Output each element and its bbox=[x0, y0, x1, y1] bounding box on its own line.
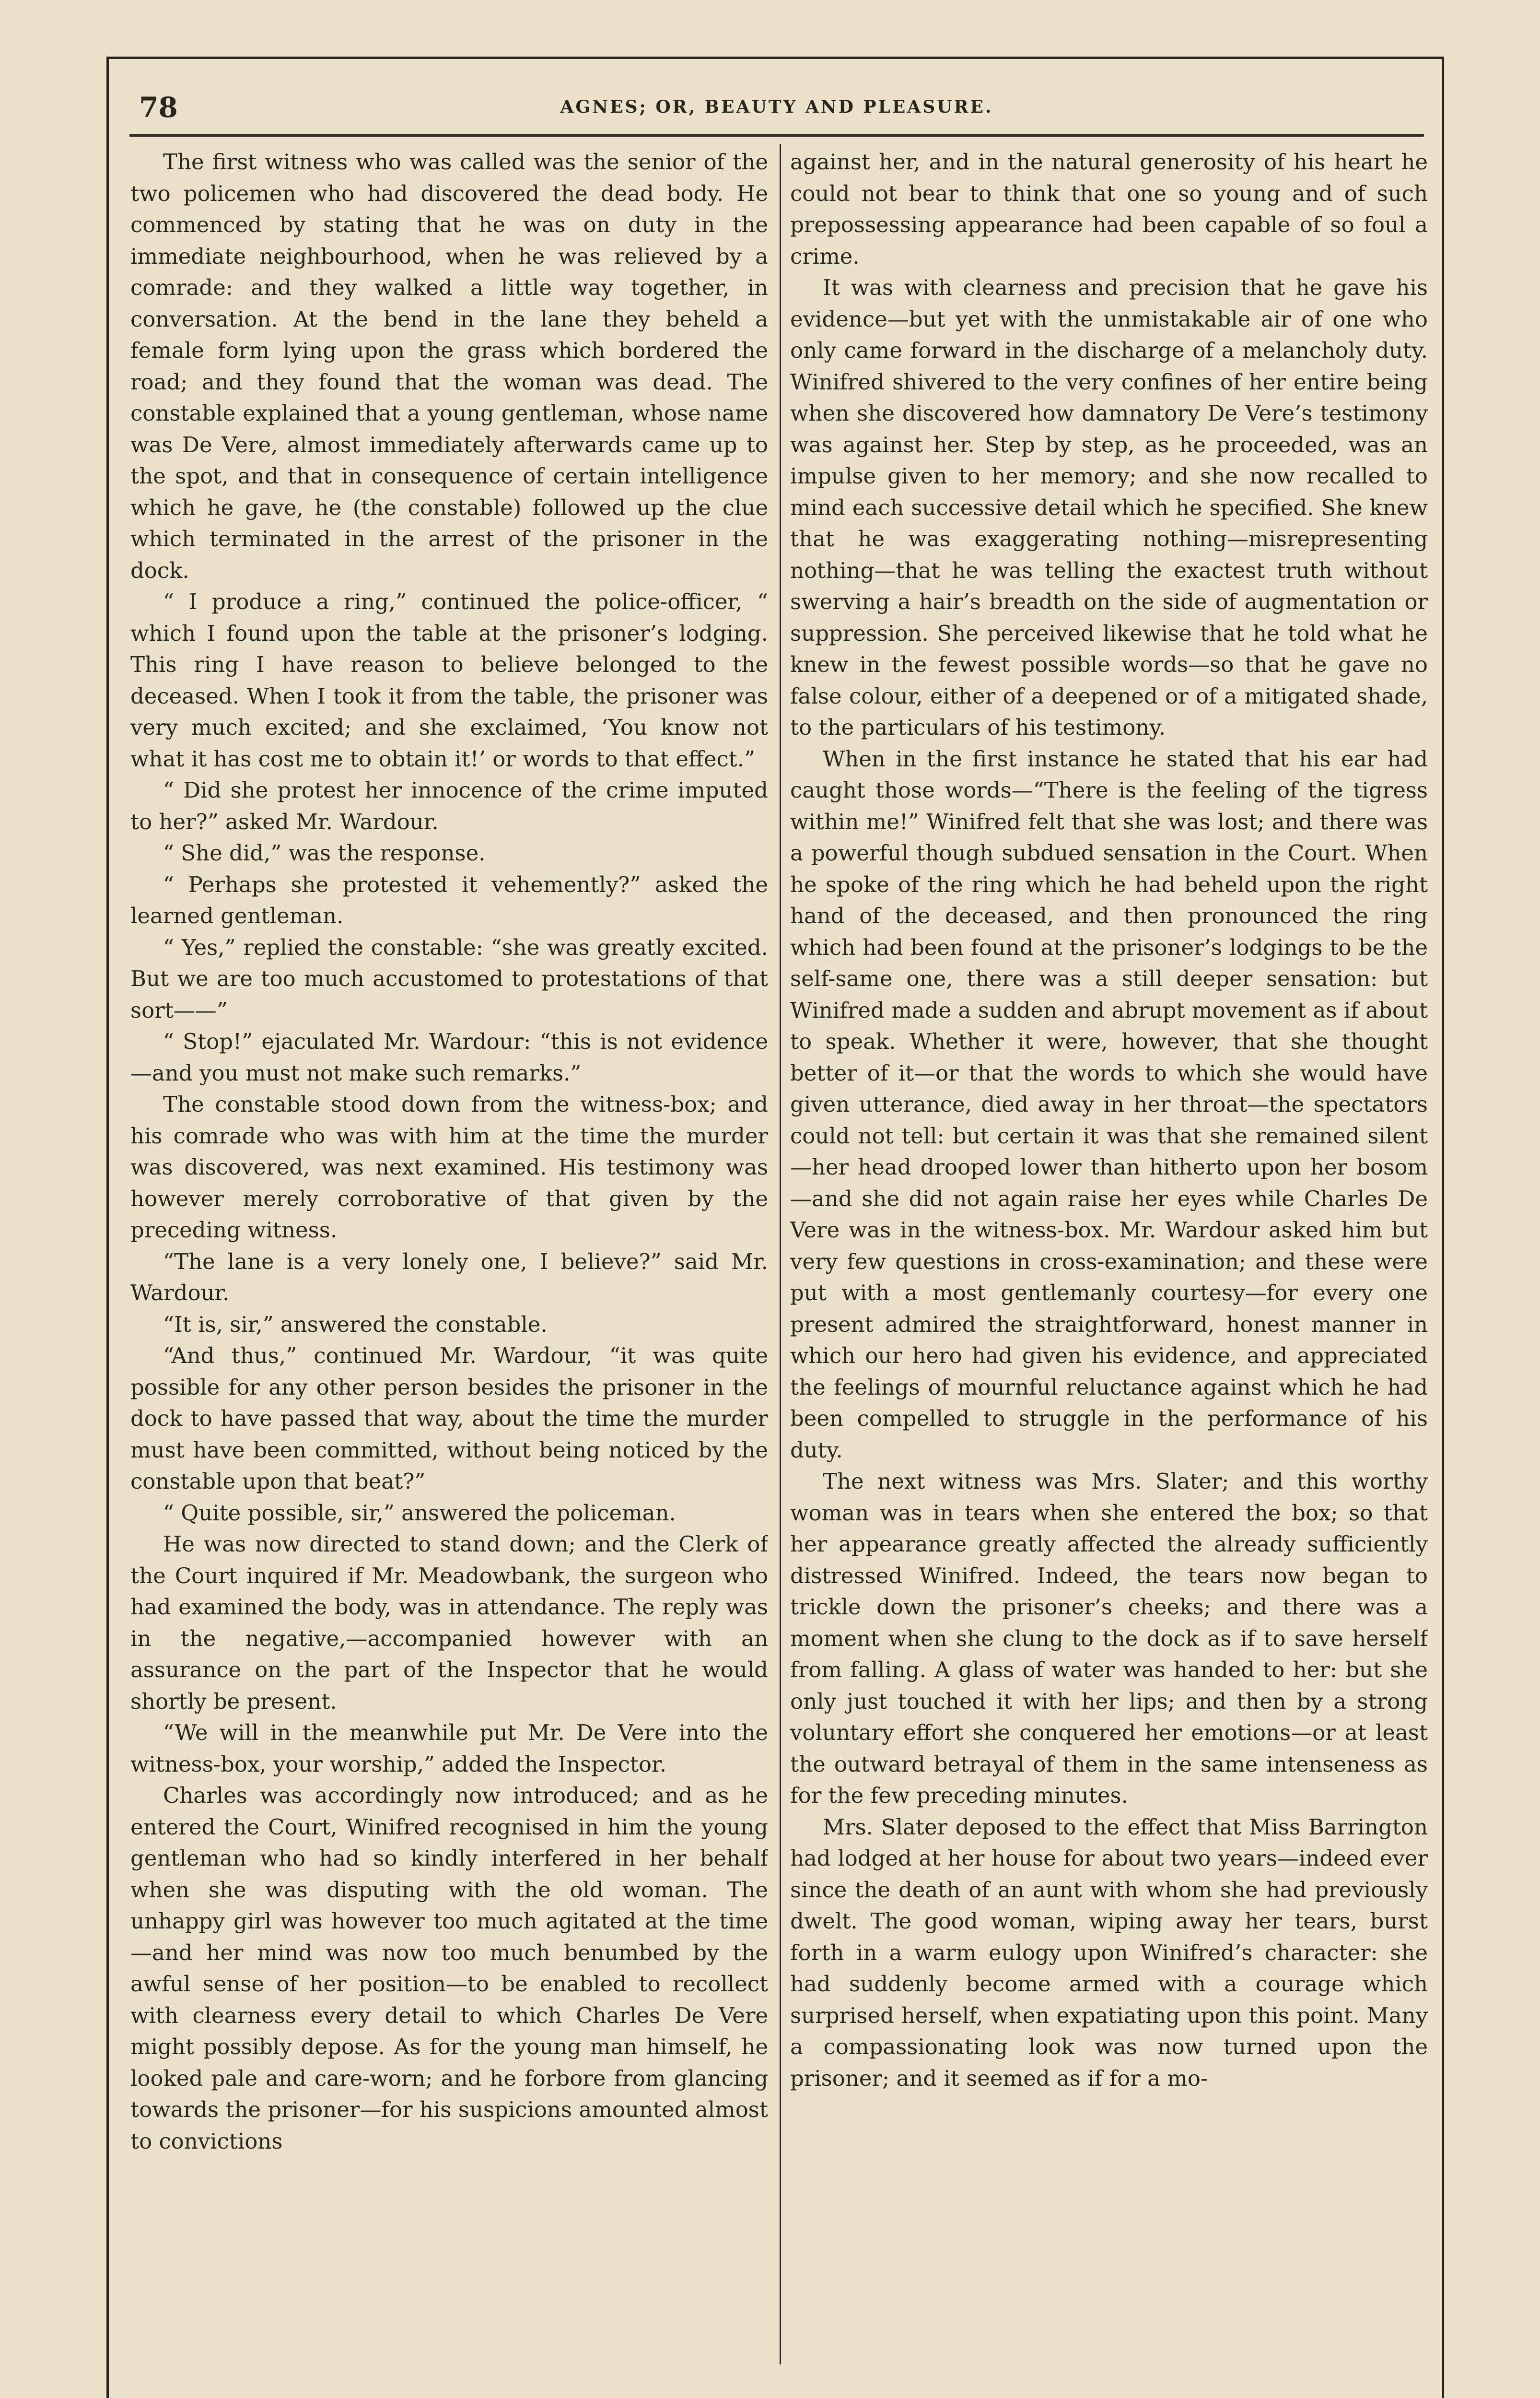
paragraph: When in the first instance he stated that his ear had caught those words—“There is the feeling of the tigress within me!” Winifred felt that she was lost; and there was a powerful though subdued sensation in the Court. When he spoke of the ring which he had beheld upon the right hand of the deceased, and then pronounced the ring which had been found at the prisoner’s lodgings to be the self-same one, there was a still deeper sensation: but Winifred made a sudden and abrupt movement as if about to speak. Whether it were, however, that she thought better of it—or that the words to which she would have given utterance, died away in her throat—the spectators could not tell: but certain it was that she remained silent—her head drooped lower than hitherto upon her bosom—and she did not again raise her eyes while Charles De Vere was in the witness-box. Mr. Wardour asked him but very few questions in cross-examination; and these were put with a most gentlemanly courtesy—for every one present admired the straightforward, honest manner in which our hero had given his evidence, and appreciated the feelings of mournful reluctance against which he had been compelled to struggle in the performance of his duty. bbox=[790, 746, 1428, 1463]
paragraph: “ Quite possible, sir,” answered the policeman. bbox=[163, 1500, 676, 1526]
paragraph: The constable stood down from the witness-box; and his comrade who was with him at the time the murder was discovered, was next examined. His testimony was however merely corroborative of that given by the preceding witness. bbox=[130, 1092, 768, 1243]
paragraph: The first witness who was called was the senior of the two policemen who had discovered the dead body. He commenced by stating that he was on duty in the immediate neighbourhood, when he was relieved by a comrade: and they walked a little way together, in conversation. At the bend in the lane they beheld a female form lying upon the grass which bordered the road; and they found that the woman was dead. The constable explained that a young gentleman, whose name was De Vere, almost immediately afterwards came up to the spot, and that in consequence of certain intelligence which he gave, he (the constable) followed up the clue which terminated in the arrest of the prisoner in the dock. bbox=[130, 149, 768, 583]
paragraph: “And thus,” continued Mr. Wardour, “it was quite possible for any other person besides the prisoner in the dock to have passed that way, about the time the murder must have been committed, without being noticed by the constable upon that beat?” bbox=[130, 1343, 768, 1494]
header-rule bbox=[129, 134, 1424, 137]
paragraph: “ Stop!” ejaculated Mr. Wardour: “this is not evidence—and you must not make such remarks.” bbox=[130, 1029, 768, 1086]
paragraph: Mrs. Slater deposed to the effect that Miss Barrington had lodged at her house for about two years—indeed ever since the death of an aunt with whom she had previously dwelt. The good woman, wiping away her tears, burst forth in a warm eulogy upon Winifred’s character: she had suddenly become armed with a courage which surprised herself, when expatiating upon this point. Many a compassionating look was now turned upon the prisoner; and it seemed as if for a mo- bbox=[790, 1814, 1428, 2091]
page-header bbox=[139, 91, 1414, 134]
paragraph: Charles was accordingly now introduced; and as he entered the Court, Winifred recognised in him the young gentleman who had so kindly interfered in her behalf when she was disputing with the old woman. The unhappy girl was however too much agitated at the time—and her mind was now too much benumbed by the awful sense of her position—to be enabled to recollect with clearness every detail to which Charles De Vere might possibly depose. As for the young man himself, he looked pale and care-worn; and he forbore from glancing towards the prisoner—for his suspicions amounted almost to convictions bbox=[130, 1783, 768, 2154]
page-number: 78 bbox=[139, 91, 178, 124]
paragraph: “We will in the meanwhile put Mr. De Vere into the witness-box, your worship,” added the Inspector. bbox=[130, 1720, 768, 1777]
running-title: AGNES; OR, BEAUTY AND PLEASURE. bbox=[560, 97, 993, 117]
paragraph: against her, and in the natural generosity of his heart he could not bear to think that one so young and of such prepossessing appearance had been capable of so foul a crime. bbox=[790, 149, 1428, 269]
paragraph: The next witness was Mrs. Slater; and this worthy woman was in tears when she entered the box; so that her appearance greatly affected the already sufficiently distressed Winifred. Indeed, the tears now began to trickle down the prisoner’s cheeks; and there was a moment when she clung to the dock as if to save herself from falling. A glass of water was handed to her: but she only just touched it with her lips; and then by a strong voluntary effort she conquered her emotions—or at least the outward betrayal of them in the same intenseness as for the few preceding minutes. bbox=[790, 1469, 1428, 1808]
paragraph: “ Did she protest her innocence of the crime imputed to her?” asked Mr. Wardour. bbox=[130, 777, 768, 835]
paragraph: “It is, sir,” answered the constable. bbox=[163, 1311, 548, 1337]
column-divider bbox=[780, 144, 781, 2364]
paragraph: “ She did,” was the response. bbox=[163, 840, 486, 866]
right-column bbox=[790, 146, 1428, 2362]
paragraph: “ Perhaps she protested it vehemently?” asked the learned gentleman. bbox=[130, 871, 768, 929]
paragraph: “The lane is a very lonely one, I believe?” said Mr. Wardour. bbox=[130, 1248, 768, 1305]
paragraph: It was with clearness and precision that he gave his evidence—but yet with the unmistakable air of one who only came forward in the discharge of a melancholy duty. Winifred shivered to the very confines of her entire being when she discovered how damnatory De Vere’s testimony was against her. Step by step, as he proceeded, was an impulse given to her memory; and she now recalled to mind each successive detail which he specified. She knew that he was exaggerating nothing—misrepresenting nothing—that he was telling the exactest truth without swerving a hair’s breadth on the side of augmentation or suppression. She perceived likewise that he told what he knew in the fewest possible words—so that he gave no false colour, either of a deepened or of a mitigated shade, to the particulars of his testimony. bbox=[790, 275, 1428, 740]
paragraph: “ Yes,” replied the constable: “she was greatly excited. But we are too much accustomed to protestations of that sort——” bbox=[130, 934, 768, 1023]
paragraph: He was now directed to stand down; and the Clerk of the Court inquired if Mr. Meadowbank, the surgeon who had examined the body, was in attendance. The reply was in the negative,—accompanied however with an assurance on the part of the Inspector that he would shortly be present. bbox=[130, 1531, 768, 1714]
left-column bbox=[130, 146, 768, 2362]
paragraph: “ I produce a ring,” continued the police-officer, “ which I found upon the table at the prisoner’s lodging. This ring I have reason to believe belonged to the deceased. When I took it from the table, the prisoner was very much excited; and she exclaimed, ‘You know not what it has cost me to obtain it!’ or words to that effect.” bbox=[130, 589, 768, 772]
